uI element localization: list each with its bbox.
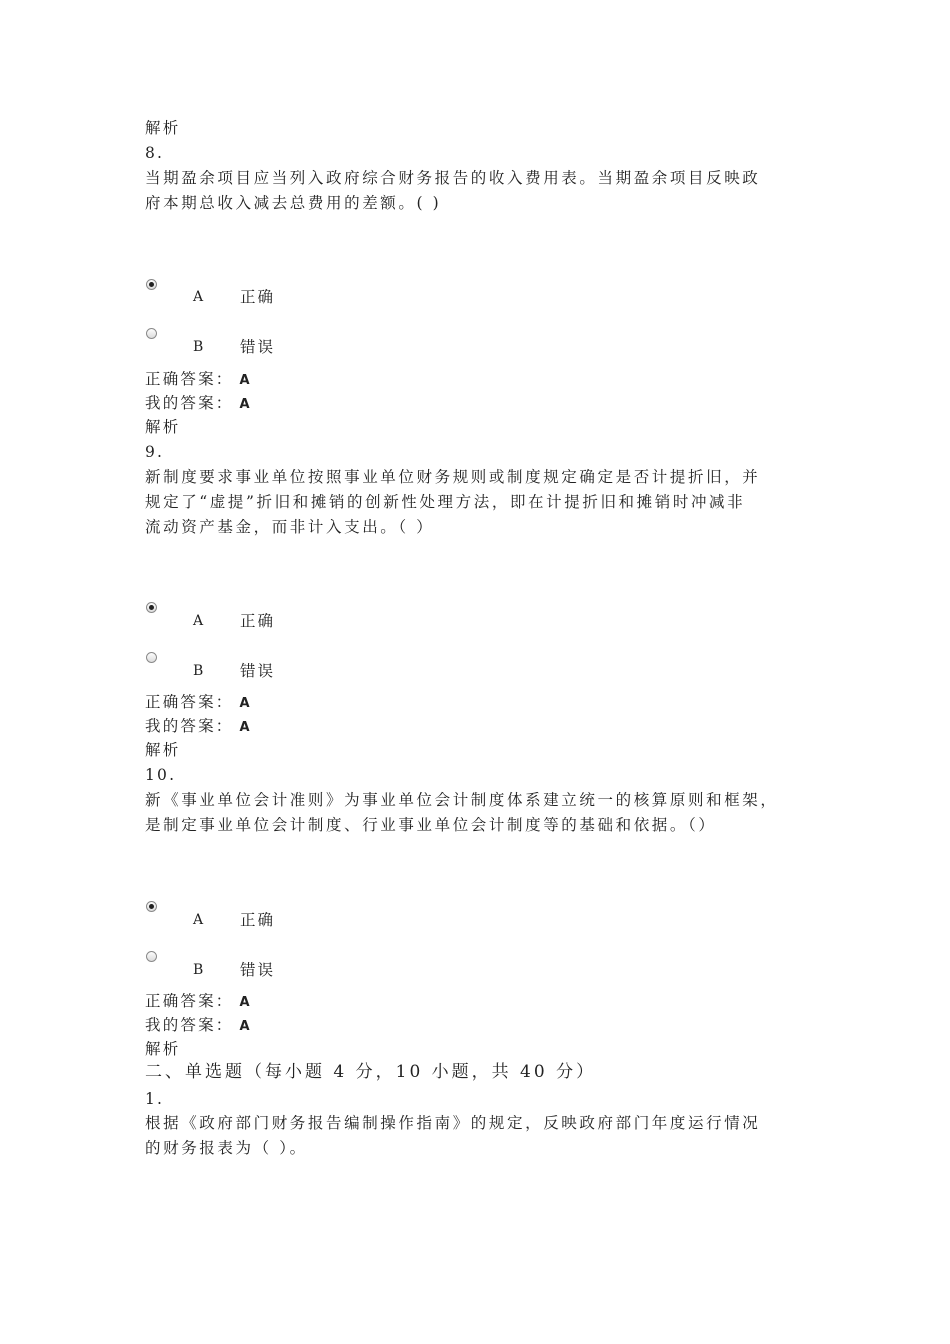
my-answer-row bbox=[145, 717, 250, 737]
correct-answer-row bbox=[145, 992, 250, 1012]
option-letter: B bbox=[193, 339, 204, 355]
my-answer-value: A bbox=[239, 720, 250, 735]
option-text: 正确 bbox=[240, 288, 276, 306]
my-answer-value: A bbox=[239, 1019, 250, 1034]
question-number: 9. bbox=[145, 443, 165, 461]
radio-option-b[interactable] bbox=[146, 652, 157, 663]
option-text: 错误 bbox=[240, 662, 276, 680]
question-line: 新制度要求事业单位按照事业单位财务规则或制度规定确定是否计提折旧，并 bbox=[145, 468, 761, 486]
option-letter: A bbox=[193, 613, 204, 629]
analysis-label: 解析 bbox=[145, 418, 181, 436]
correct-answer-row bbox=[145, 370, 250, 390]
correct-answer-label: 正确答案： bbox=[145, 693, 234, 711]
correct-answer-row bbox=[145, 693, 250, 713]
analysis-label: 解析 bbox=[145, 119, 181, 137]
my-answer-label: 我的答案： bbox=[145, 1016, 234, 1034]
correct-answer-label: 正确答案： bbox=[145, 992, 234, 1010]
radio-option-b[interactable] bbox=[146, 328, 157, 339]
option-text: 错误 bbox=[240, 961, 276, 979]
option-text: 正确 bbox=[240, 911, 276, 929]
question-line: 规定了“虚提”折旧和摊销的创新性处理方法，即在计提折旧和摊销时冲减非 bbox=[145, 493, 746, 511]
option-letter: A bbox=[193, 289, 204, 305]
question-number: 8. bbox=[145, 144, 165, 162]
my-answer-value: A bbox=[239, 397, 250, 412]
correct-answer-value: A bbox=[239, 995, 250, 1010]
radio-option-a[interactable] bbox=[146, 602, 157, 613]
radio-option-a[interactable] bbox=[146, 901, 157, 912]
question-text bbox=[145, 166, 815, 216]
section-title: 二、单选题（每小题 4 分，10 小题，共 40 分） bbox=[145, 1062, 597, 1082]
question-line: 当期盈余项目应当列入政府综合财务报告的收入费用表。当期盈余项目反映政 bbox=[145, 169, 761, 187]
option-text: 正确 bbox=[240, 612, 276, 630]
my-answer-row bbox=[145, 394, 250, 414]
option-letter: A bbox=[193, 912, 204, 928]
question-line: 的财务报表为（ ）。 bbox=[145, 1139, 308, 1157]
correct-answer-value: A bbox=[239, 696, 250, 711]
correct-answer-value: A bbox=[239, 373, 250, 388]
option-letter: B bbox=[193, 663, 204, 679]
question-text bbox=[145, 788, 815, 838]
radio-option-b[interactable] bbox=[146, 951, 157, 962]
my-answer-label: 我的答案： bbox=[145, 717, 234, 735]
radio-option-a[interactable] bbox=[146, 279, 157, 290]
question-line: 根据《政府部门财务报告编制操作指南》的规定，反映政府部门年度运行情况 bbox=[145, 1114, 761, 1132]
analysis-label: 解析 bbox=[145, 1040, 181, 1058]
correct-answer-label: 正确答案： bbox=[145, 370, 234, 388]
question-line: 府本期总收入减去总费用的差额。( ) bbox=[145, 194, 442, 212]
my-answer-row bbox=[145, 1016, 250, 1036]
question-text bbox=[145, 1111, 815, 1161]
question-line: 是制定事业单位会计制度、行业事业单位会计制度等的基础和依据。（） bbox=[145, 816, 717, 834]
analysis-label: 解析 bbox=[145, 741, 181, 759]
question-line: 流动资产基金，而非计入支出。（ ） bbox=[145, 518, 435, 536]
question-number: 1. bbox=[145, 1090, 165, 1108]
my-answer-label: 我的答案： bbox=[145, 394, 234, 412]
question-number: 10. bbox=[145, 766, 177, 784]
question-text bbox=[145, 465, 815, 540]
option-text: 错误 bbox=[240, 338, 276, 356]
option-letter: B bbox=[193, 962, 204, 978]
question-line: 新《事业单位会计准则》为事业单位会计制度体系建立统一的核算原则和框架， bbox=[145, 791, 779, 809]
